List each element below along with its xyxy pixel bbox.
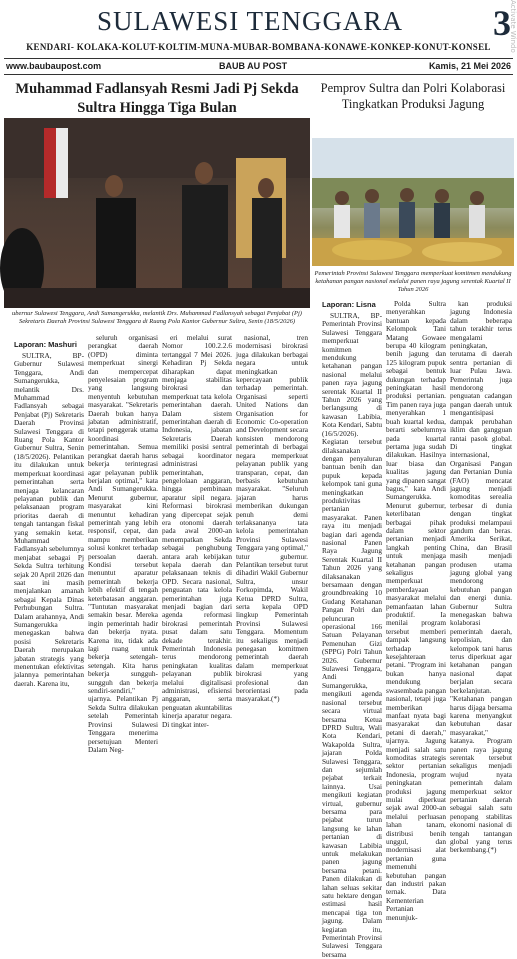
article2-photo	[312, 138, 514, 266]
article2-column-2: Polda Sultra menyerahkan bantuan kepada Kelompok Tani Matang Gowaee berupa 40 kilogram benih jagung dan 125 kilogram pupuk sebagai bentuk dukungan terhadap peningkatan hasil produksi pertanian. Tim panen raya juga menyerahkan 1 buah kuartal kedua, berarti sebelumnya pada kuartal pertama juga sudah dilakukan. Hasilnya luar biasa dan kualitas jagung yang dipanen sangat bagus," kata Andi Sumangerukka. Menurut gubernur, keterlibatan berbagai pihak dalam sektor pertanian menjadi langkah penting untuk menjaga ketahanan pangan sekaligus memperkuat pemberdayaan masyarakat melalui pemanfaatan lahan produktif. Ia menilai program tersebut memberi dampak langsung terhadap kesejahteraan petani. "Program ini bukan hanya mendukung swasembada pangan nasional, tetapi juga memberikan manfaat nyata bagi masyarakat dan petani di daerah," ujarnya. Jagung menjadi salah satu komoditas strategis sektor pertanian Indonesia, program peningkatan produksi jagung mulai diperkuat sejak awal 2000-an melalui perluasan lahan tanam, distribusi benih unggul, dan modernisasi alat pertanian guna memenuhi kebutuhan pangan dan industri pakan ternak. Data Kementerian Pertanian menunjuk-	[386, 299, 446, 922]
windows-watermark: Activate Windo	[509, 0, 517, 53]
masthead	[0, 0, 517, 60]
page-number: 3	[493, 3, 511, 43]
newspaper-title: SULAWESI TENGGARA	[96, 6, 404, 36]
article1-photo	[4, 118, 310, 308]
paper-name: BAUB AU POST	[219, 61, 288, 71]
corn-harvest-photo-illustration	[312, 138, 514, 266]
article1-column-2: seluruh organisasi perangkat daerah (OPD) diminta memperkuat sinergi dan mempercepat penyelesaian program yang langsung menyentuh kebutuhan masyarakat. "Sekretaris Daerah bukan hanya jabatan administratif, tetapi penggerak utama koordinasi pemerintahan. Semua perangkat daerah harus bekerja terintegrasi agar pelayanan publik berjalan optimal," kata Andi Sumangerukka. Menurut gubernur, masyarakat kini menuntut kehadiran pemerintah yang lebih responsif, cepat, dan mampu memberikan solusi konkret terhadap persoalan daerah. Kondisi tersebut menuntut aparatur pemerintah bekerja lebih efektif di tengah keterbatasan anggaran. "Tuntutan masyarakat semakin besar. Mereka ingin pemerintah hadir dan bekerja nyata. Karena itu, tidak ada lagi ruang untuk bekerja setengah-setengah. Kita harus bekerja sungguh-sungguh dan bekerja sendiri-sendiri," ujarnya. Pelantikan Pj Sekda Sultra dilakukan setelah Pemerintah Provinsi Sulawesi Tenggara menerima persetujuan Menteri Dalam Neg-	[88, 333, 158, 754]
website-link[interactable]: www.baubaupost.com	[6, 61, 102, 71]
article1-headline: Muhammad Fadlansyah Resmi Jadi Pj Sekda Sultra Hingga Tiga Bulan	[15, 81, 299, 116]
regions-line: KENDARI- KOLAKA-KOLUT-KOLTIM-MUNA-MUBAR-BOMBANA-KONAWE-KONKEP-KONUT-KONSEL	[26, 42, 491, 52]
article2-byline: Laporan: Lisna	[322, 300, 376, 309]
article1-column-1: SULTRA, BP-Gubernur Sulawesi Tenggara, Andi Sumangerukka, melantik Drs. Muhammad Fadlansyah sebagai Penjabat (Pj) Sekretaris Daerah Provinsi Sulawesi Tenggara di Ruang Pola Kantor Gubernur Sultra, Senin (18/5/2026). Pelantikan itu dilakukan untuk memperkuat koordinasi pemerintahan serta menjaga kelancaran pelayanan publik dan pelaksanaan program prioritas daerah di tengah tantangan fiskal yang semakin ketat. Muhammad Fadlansyah sebelumnya menjabat sebagai Pj Sekda Sultra terhitung sejak 20 April 2026 dan saat ini masih menjalankan amanah sebagai Kepala Dinas Perhubungan Sultra. Dalam arahannya, Andi Sumangerukka menegaskan bahwa posisi Sekretaris Daerah merupakan jabatan strategis yang menentukan efektivitas jalannya pemerintahan daerah. Karena itu,	[14, 351, 84, 688]
article1-caption: ubernur Sulawesi Tenggara, Andi Sumangerukka, melantik Drs. Muhammad Fadlansyah sebagai Penjabat (Pj) Sekretaris Daerah Provinsi Sulawesi Tenggara di Ruang Pola Kantor Gubernur Sultra, Senin (18/5/2026)	[12, 310, 302, 325]
article1-column-3: eri melalui surat Nomor 100.2.2.6 tertanggal 7 Mei 2026. Kehadiran Pj Sekda diharapkan dapat menjaga stabilitas birokrasi dan memperkuat tata kelola pemerintahan daerah. Dalam sistem pemerintahan daerah di Indonesia, jabatan Sekretaris Daerah memiliki posisi sentral sebagai koordinator administrasi pemerintahan, pengelolaan anggaran, hingga pembinaan aparatur sipil negara. Reformasi birokrasi yang dipercepat sejak era otonomi daerah pada awal 2000-an menempatkan Sekda sebagai penghubung antara arah kebijakan kepala daerah dan pelaksanaan teknis di OPD. Secara nasional, penguatan tata kelola pemerintahan juga menjadi bagian dari agenda reformasi birokrasi pemerintah pusat dalam satu dekade terakhir. Pemerintah Indonesia terus mendorong peningkatan kualitas pelayanan publik melalui digitalisasi administrasi, efisiensi anggaran, serta penguatan akuntabilitas kinerja aparatur negara. Di tingkat inter-	[162, 333, 232, 729]
inauguration-photo-illustration	[4, 118, 310, 308]
info-bar	[4, 58, 513, 75]
article2-column-1: SULTRA, BP-Pemerintah Provinsi Sulawesi Tenggara memperkuat komitmen mendukung ketahanan pangan nasional melalui panen raya jagung serentak Kuartal II Tahun 2026 yang berlangsung di kawasan Labibia, Kota Kendari, Sabtu (16/5/2026). Kegiatan tersebut dilaksanakan dengan penyaluran bantuan benih dan pupuk kepada kelompok tani guna meningkatkan produktivitas pertanian masyarakat. Panen raya itu menjadi bagian dari agenda nasional Panen Raya Jagung Serentak Kuartal II Tahun 2026 yang dilaksanakan bersamaan dengan groundbreaking 10 Gudang Ketahanan Pangan Polri dan peluncuran operasional 166 Satuan Pelayanan Pemenuhan Gizi (SPPG) Polri Tahun 2026. Gubernur Sulawesi Tenggara, Andi Sumangerukka, mengikuti agenda nasional tersebut secara virtual bersama Ketua DPRD Sultra, Wali Kota Kendari, Wakapolda Sultra, jajaran Polda Sulawesi Tenggara, dan sejumlah pejabat terkait lainnya. Usai mengikuti kegiatan virtual, gubernur bersama para pejabat turun langsung ke lahan pertanian di kawasan Labibia untuk melakukan panen jagung bersama petani. Panen dilakukan di lahan seluas sekitar satu hektare dengan estimasi hasil mencapai tiga ton jagung. Dalam kegiatan itu, Pemerintah Provinsi Sulawesi Tenggara bersama	[322, 311, 382, 959]
article1-byline: Laporan: Mashuri	[14, 340, 77, 349]
article2-column-3: kan produksi jagung Indonesia dalam beberapa tahun terakhir terus mengalami peningkatan, terutama di daerah sentra pertanian di luar Pulau Jawa. Pemerintah juga mendorong penguatan cadangan pangan daerah untuk mengantisipasi dampak perubahan iklim dan gangguan rantai pasok global. Di tingkat internasional, Organisasi Pangan dan Pertanian Dunia (FAO) mencatat jagung menjadi komoditas serealia terbesar di dunia dengan tingkat produksi melampaui gandum dan beras. Amerika Serikat, China, dan Brasil masih menjadi produsen utama jagung global yang mendorong kebutuhan pangan dan energi dunia. Gubernur Sultra menegaskan bahwa kolaborasi pemerintah daerah, kepolisian, dan kelompok tani harus terus diperkuat agar ketahanan pangan nasional dapat berjalan secara berkelanjutan. "Ketahanan pangan harus dijaga bersama karena menyangkut kebutuhan dasar masyarakat," katanya. Program panen raya jagung serentak tersebut sekaligus menjadi wujud nyata pemerintah dalam memperkuat sektor pertanian daerah sebagai salah satu penopang stabilitas ekonomi nasional di tengah tantangan global yang terus berkembang.(*)	[450, 299, 512, 855]
issue-date: Kamis, 21 Mei 2026	[428, 61, 511, 71]
article1-column-4: nasional, tren modernisasi birokrasi juga dilakukan berbagai negara untuk meningkatkan kepercayaan publik terhadap pemerintah. Organisasi seperti United Nations dan Organisation for Economic Co-operation and Development secara konsisten mendorong pemerintah di berbagai negara memperkuat pelayanan publik yang transparan, cepat, dan berbasis kebutuhan masyarakat. "Seluruh jajaran harus memberikan dukungan penuh demi terlaksananya tata kelola pemerintahan Provinsi Sulawesi Tenggara yang optimal," tutur gubernur. Pelantikan tersebut turut dihadiri Wakil Gubernur Sultra, unsur Forkopimda, Wakil Ketua DPRD Sultra, serta kepala OPD lingkup Pemerintah Provinsi Sulawesi Tenggara. Momentum itu sekaligus menjadi penegasan komitmen pemerintah daerah dalam memperkuat birokrasi yang profesional dan berorientasi pada masyarakat.(*)	[236, 333, 308, 704]
article2-headline: Pemprov Sultra dan Polri Kolaborasi Tingkatkan Produksi Jagung	[320, 81, 506, 111]
article2-caption: Pemerintah Provinsi Sulawesi Tenggara memperkuat komitmen mendukung ketahanan pangan nasional melalui panen raya jagung serentak Kuartal II Tahun 2026	[314, 270, 512, 293]
